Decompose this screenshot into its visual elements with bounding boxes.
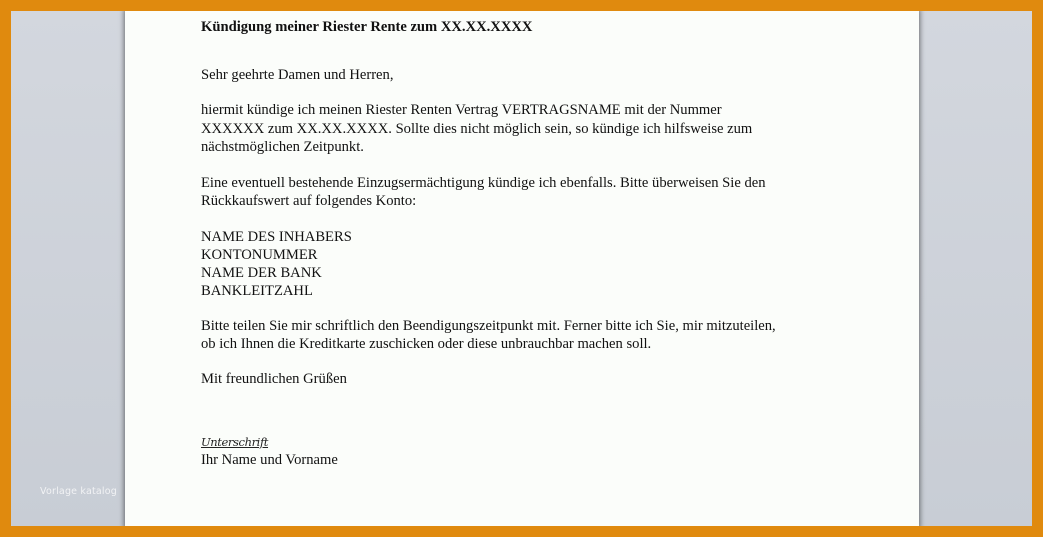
letter-body	[201, 11, 841, 470]
account-number-line: KONTONUMMER	[201, 246, 318, 263]
account-details	[201, 228, 841, 300]
signature-placeholder: Unterschrift	[201, 435, 269, 449]
document-page	[125, 11, 919, 526]
paragraph-line: nächstmöglichen Zeitpunkt.	[201, 139, 364, 155]
letter-salutation: Sehr geehrte Damen und Herren,	[201, 66, 394, 83]
paragraph-line: Rückkaufswert auf folgendes Konto:	[201, 193, 417, 209]
signature-name: Ihr Name und Vorname	[201, 452, 338, 468]
letter-subject: Kündigung meiner Riester Rente zum XX.XX.XXXX	[201, 19, 533, 35]
paragraph-line: ob ich Ihnen die Kreditkarte zuschicken oder diese unbrauchbar machen soll.	[201, 336, 652, 352]
watermark-text: Vorlage katalog	[40, 486, 118, 497]
paragraph-line: Eine eventuell bestehende Einzugsermächtigung kündige ich ebenfalls. Bitte überweisen Sie den	[201, 174, 766, 191]
paragraph-line: hiermit kündige ich meinen Riester Renten Vertrag VERTRAGSNAME mit der Nummer	[201, 102, 722, 118]
bank-name-line: NAME DER BANK	[201, 264, 322, 281]
paragraph-termination	[201, 101, 841, 157]
paragraph-line: Bitte teilen Sie mir schriftlich den Beendigungszeitpunkt mit. Ferner bitte ich Sie, mir mitzuteilen,	[201, 317, 776, 334]
letter-closing: Mit freundlichen Grüßen	[201, 370, 347, 387]
paragraph-confirmation	[201, 317, 841, 354]
bank-code-line: BANKLEITZAHL	[201, 282, 313, 299]
document-viewer-background	[11, 11, 1032, 526]
paragraph-line: XXXXXX zum XX.XX.XXXX. Sollte dies nicht möglich sein, so kündige ich hilfsweise zum	[201, 120, 753, 137]
paragraph-direct-debit	[201, 174, 841, 211]
account-holder-line: NAME DES INHABERS	[201, 228, 352, 245]
